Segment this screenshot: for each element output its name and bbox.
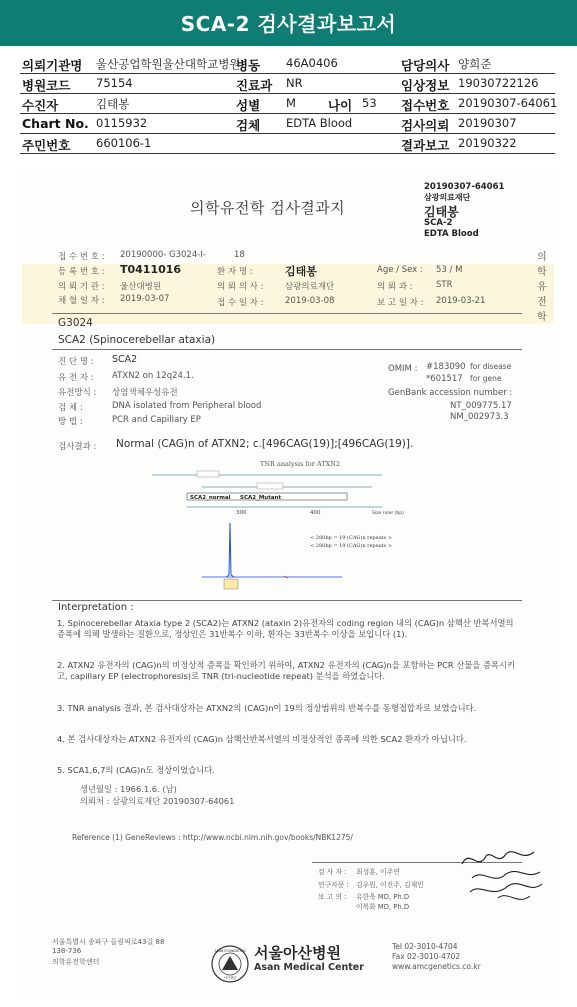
value-department: NR	[286, 76, 303, 90]
value-institution: 울산공업학원울산대학교병원	[96, 57, 241, 71]
interp-item-2: 2. ATXN2 유전자의 (CAG)n의 비정상적 증폭을 확인하기 위하여, ATXN2 유전자의 (CAG)n을 포함하는 PCR 산물을 증폭시키고, capillary EP (electrophoresis)로 TNR (tri-nucleotide repeat) 분석을 하였습니다.	[57, 660, 516, 682]
label-patient: 수진자	[22, 98, 59, 113]
value-agesex: 53 / M	[436, 265, 463, 275]
trace-peak	[226, 523, 234, 577]
value-acc: 20190000- G3024-I-	[120, 250, 206, 260]
value-collect: 2019-03-07	[120, 294, 170, 304]
label-collect: 채 혈 일 자 :	[58, 296, 105, 306]
label-patient-name: 환 자 명 :	[217, 267, 253, 277]
diagram-label-normal: SCA2_normal	[190, 495, 231, 501]
signature-4	[498, 896, 530, 900]
fax: Fax 02-3010-4702	[392, 952, 461, 961]
value-hospital-code: 75154	[96, 76, 133, 90]
divider	[52, 349, 522, 350]
value-report-date: 20190322	[458, 136, 517, 150]
label-doctor: 담당의사	[401, 58, 450, 73]
hospital-name: 서울아산병원	[254, 944, 341, 962]
value-specimen-r: DNA isolated from Peripheral blood	[112, 401, 262, 411]
label-report-dt: 보 고 일 자 :	[377, 298, 424, 308]
label-result: 검사결과 :	[58, 442, 97, 452]
row-divider	[20, 113, 555, 114]
side-label: 의학유전학	[537, 252, 547, 323]
value-reporter-2: 이복화 MD, Ph.D	[356, 903, 410, 911]
label-req-dept: 의 뢰 과 :	[377, 282, 413, 292]
label-reg: 등 록 번 호 :	[58, 267, 105, 277]
diagram-repeat-note: < 280bp = 19 (CAG)n repeats >	[310, 535, 393, 541]
label-reporter: 보 고 의 :	[318, 893, 347, 901]
label-acc: 접 수 번 호 :	[58, 252, 105, 262]
value-specimen: EDTA Blood	[286, 116, 353, 130]
value-method: PCR and Capillary EP	[112, 415, 201, 425]
value-dx: SCA2	[112, 354, 138, 365]
value-reporter-1: 유한욱 MD, Ph.D	[356, 893, 410, 901]
value-doctor: 양희준	[458, 57, 492, 71]
requester: 의뢰처 : 삼광의료재단 20190307-64061	[80, 796, 235, 806]
value-recv: 2019-03-08	[285, 296, 335, 306]
value-resident-no: 660106-1	[96, 136, 152, 150]
label-inst: 의 뢰 기 관 :	[58, 282, 105, 292]
birth-date: 생년월일 : 1966.1.6. (남)	[80, 784, 177, 794]
report-title: SCA-2 검사결과보고서	[180, 12, 397, 36]
diagram-box	[257, 483, 283, 489]
interp-item-4: 4. 본 검사대상자는 ATXN2 유전자의 (CAG)n 삼핵산반복서열의 비정상적인 증폭에 의한 SCA2 환자가 아닙니다.	[57, 734, 467, 744]
row-divider	[20, 133, 555, 134]
label-request-date: 검사의뢰	[401, 118, 450, 133]
scanned-report	[22, 172, 554, 998]
peak-label-box	[224, 579, 238, 589]
value-request-date: 20190307	[458, 116, 517, 130]
reference: Reference (1) GeneReviews : http://www.ncbi.nlm.nih.gov/books/NBK1275/	[72, 833, 353, 842]
label-genbank: GenBank accession number :	[388, 388, 513, 398]
label-clinical-info: 임상정보	[401, 78, 450, 93]
signatures	[422, 842, 552, 922]
label-ward: 병동	[236, 58, 261, 73]
label-age: 나이	[328, 98, 353, 113]
label-sex: 성별	[236, 98, 261, 113]
logo-ring-text: ASAN FOUNDATION	[214, 949, 246, 953]
value-inst: 울산대병원	[120, 282, 162, 292]
address-line-3: 의학유전학센터	[52, 958, 100, 966]
stamp-specimen: EDTA Blood	[424, 229, 479, 239]
diagram-box	[197, 471, 219, 477]
diagram-tick: 300	[236, 510, 247, 516]
signature-2	[472, 871, 540, 878]
address-line-1: 서울특별시 송파구 올림픽로43길 88	[52, 938, 165, 946]
label-accession: 접수번호	[401, 98, 450, 113]
label-method: 방 법 :	[58, 417, 83, 427]
value-report-dt: 2019-03-21	[436, 296, 486, 306]
value-reg: T0411016	[120, 263, 182, 276]
tnr-diagram	[142, 457, 432, 597]
stamp-org: 삼광의료재단	[424, 193, 471, 202]
value-acc-num: 18	[234, 250, 245, 260]
row-divider	[20, 93, 555, 94]
value-omim2: *601517	[426, 374, 463, 384]
signature-1	[462, 852, 534, 864]
label-gene: 유 전 자 :	[58, 373, 94, 383]
value-genbank2: NM_002973.3	[450, 412, 509, 422]
stamp-test: SCA-2	[424, 218, 453, 228]
value-inherit: 상염색체우성유전	[112, 388, 178, 398]
interp-item-1: 1. Spinocerebellar Ataxia type 2 (SCA2)는 ATXN2 (ataxin 2)유전자의 coding region 내의 (CAG)n 삼핵산 반복서열의 증폭에 의해 발생하는 질환으로, 정상인은 31반복수 이하, 환자는 33반복수 이상을 보입니다 (1).	[57, 618, 514, 640]
address-line-2: 138-736	[52, 947, 82, 955]
patient-info-header	[0, 52, 577, 152]
value-result: Normal (CAG)n of ATXN2; c.[496CAG(19)];[496CAG(19)].	[116, 438, 414, 450]
row-divider	[20, 153, 555, 154]
label-omim: OMIM :	[388, 364, 418, 374]
label-specimen-r: 검 체 :	[58, 403, 83, 413]
label-specimen: 검체	[236, 118, 261, 133]
diagram-tick: 400	[310, 510, 321, 516]
label-resident-no: 주민번호	[22, 138, 71, 153]
interp-title: Interpretation :	[58, 602, 134, 613]
diagram-repeat-note: < 280bp = 19 (CAG)n repeats >	[310, 543, 393, 549]
signature-3	[470, 884, 542, 892]
asan-foundation-logo	[210, 944, 250, 984]
value-chart-no: 0115932	[96, 116, 148, 130]
divider	[52, 600, 522, 601]
value-age: 53	[362, 96, 377, 110]
stamp-name: 김태봉	[424, 205, 459, 219]
label-report-date: 결과보고	[401, 138, 450, 153]
value-genbank1: NT_009775.17	[450, 401, 512, 411]
value-clinical-info: 19030722126	[458, 76, 539, 90]
diagram-label-mutant: SCA2_Mutant	[240, 495, 282, 501]
logo-mark	[222, 956, 238, 970]
report-title-bar	[0, 0, 577, 46]
value-omim2-for: for gene	[470, 374, 502, 383]
row-divider	[20, 73, 555, 74]
website: www.amcgenetics.co.kr	[392, 962, 481, 971]
diagram-ruler-label: Size ruler (bp)	[372, 511, 404, 516]
tel: Tel 02-3010-4704	[392, 942, 458, 951]
value-accession: 20190307-64061	[458, 96, 558, 110]
value-req-doctor: 삼광의료재단	[285, 282, 335, 292]
value-req-dept: STR	[436, 280, 453, 290]
test-name: SCA2 (Spinocerebellar ataxia)	[58, 334, 216, 346]
label-dx: 진 단 명 :	[58, 357, 94, 367]
divider	[52, 313, 522, 314]
value-tester: 최성훈, 이주연	[356, 868, 400, 876]
label-researcher: 연구자문 :	[318, 881, 349, 889]
value-gene: ATXN2 on 12q24.1.	[112, 371, 194, 381]
label-institution: 의뢰기관명	[22, 58, 83, 73]
value-ward: 46A0406	[286, 56, 338, 70]
value-omim1: #183090	[426, 362, 466, 372]
hospital-name-en: Asan Medical Center	[254, 962, 364, 973]
stamp-accession: 20190307-64061	[424, 182, 505, 192]
doc-title: 의학유전학 검사결과지	[190, 199, 346, 217]
label-inherit: 유전방식 :	[58, 388, 97, 398]
value-patient-name: 김태봉	[285, 265, 317, 278]
value-sex: M	[286, 96, 296, 110]
value-researcher: 김우원, 이진주, 김재민	[356, 881, 424, 889]
label-chart-no: Chart No.	[22, 116, 89, 131]
logo-sub-text: 아산재단	[223, 976, 237, 980]
interp-item-5: 5. SCA1,6,7의 (CAG)n도 정상이었습니다.	[57, 765, 215, 775]
interp-item-3: 3. TNR analysis 결과, 본 검사대상자는 ATXN2의 (CAG)n이 19의 정상범위의 반복수를 동형접합자로 보였습니다.	[57, 703, 477, 713]
label-req-doctor: 의 뢰 의 사 :	[217, 282, 264, 292]
label-agesex: Age / Sex :	[377, 265, 423, 275]
test-code: G3024	[58, 317, 93, 329]
value-patient: 김태봉	[96, 97, 130, 111]
label-recv: 접 수 일 자 :	[217, 298, 264, 308]
diagram-title: TNR analysis for ATXN2	[260, 460, 341, 468]
label-hospital-code: 병원코드	[22, 78, 71, 93]
label-department: 진료과	[236, 78, 273, 93]
label-tester: 검 사 자 :	[318, 868, 347, 876]
value-omim1-for: for disease	[470, 362, 512, 371]
